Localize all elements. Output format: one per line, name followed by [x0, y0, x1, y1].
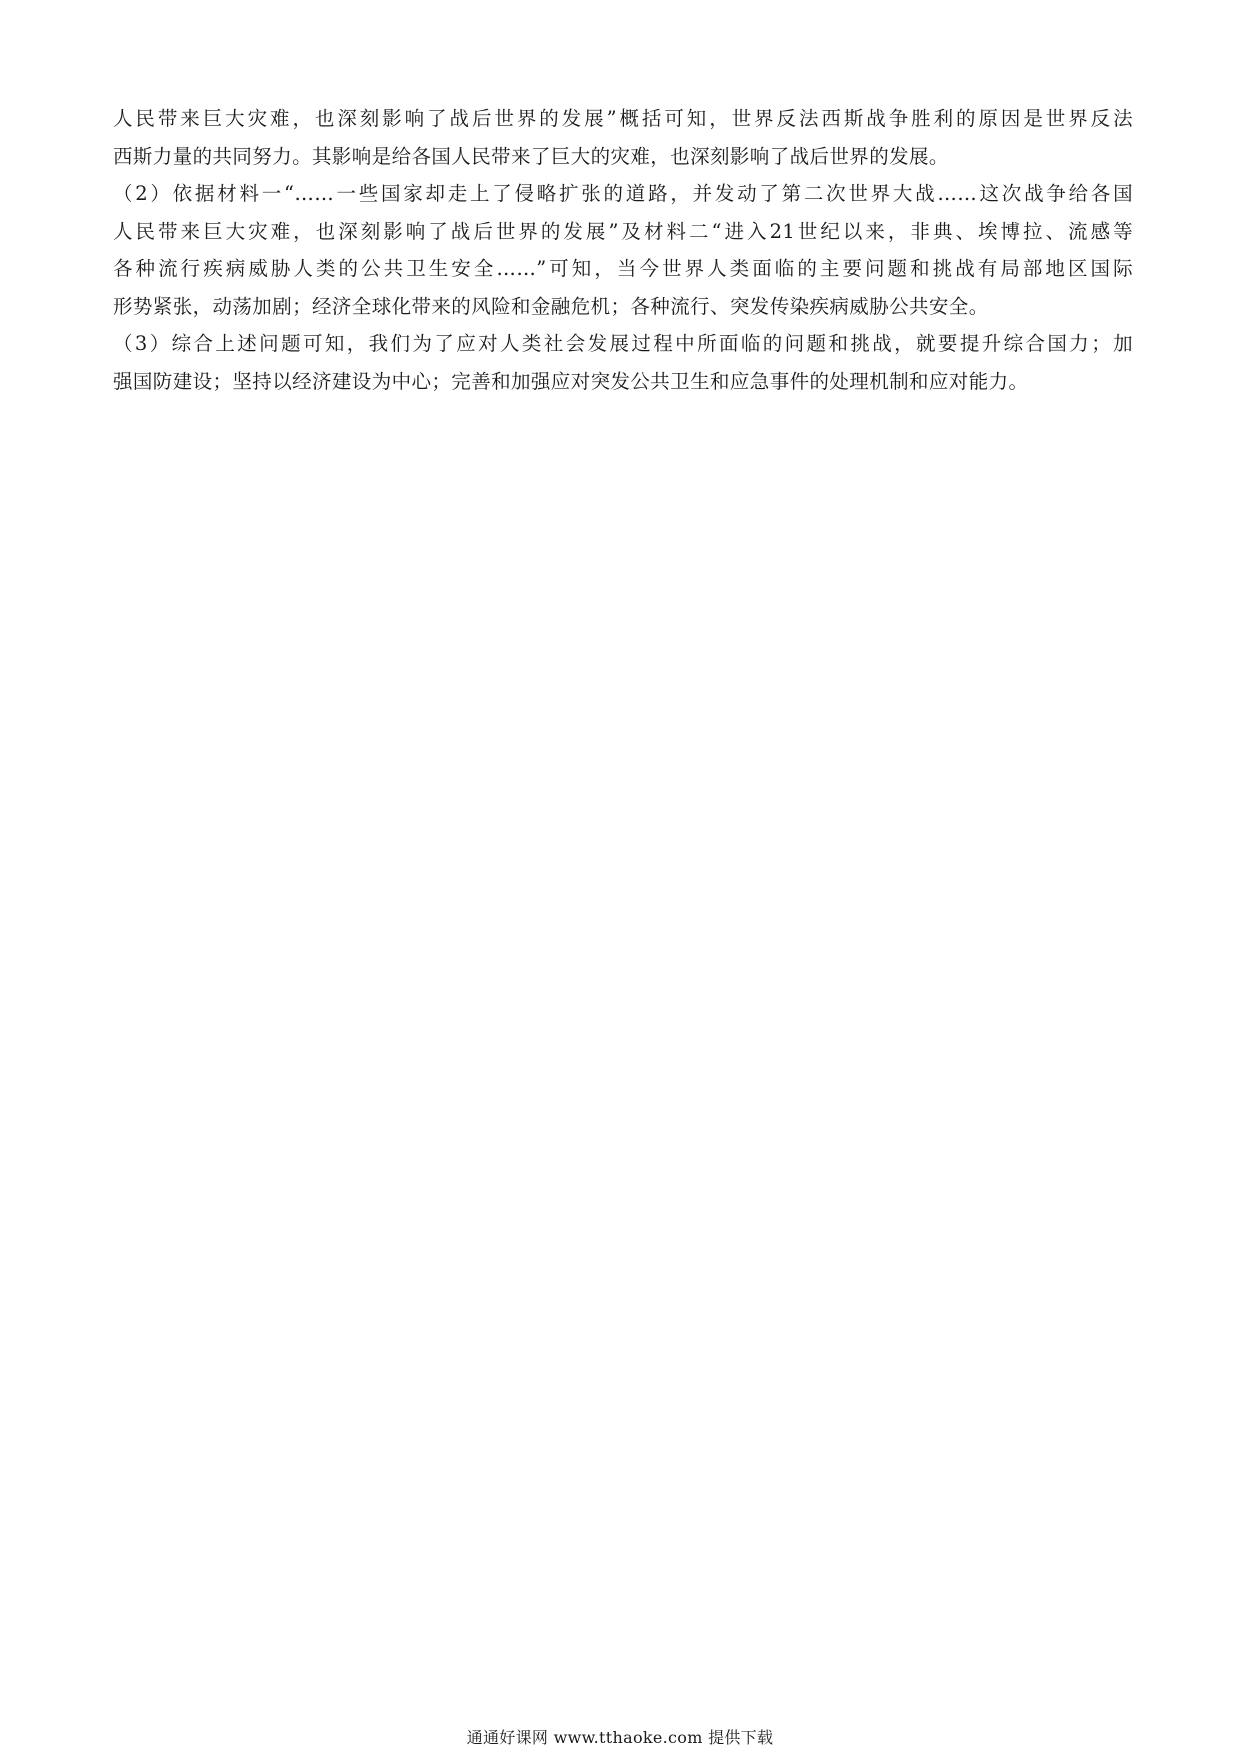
page-footer: 通通好课网 www.tthaoke.com 提供下载: [466, 1728, 774, 1747]
text-line: （2）依据材料一“……一些国家却走上了侵略扩张的道路，并发动了第二次世界大战……这次战争给各国: [113, 182, 1133, 205]
text-line: 各种流行疾病威胁人类的公共卫生安全……”可知，当今世界人类面临的主要问题和挑战有局部地区国际: [113, 257, 1133, 280]
text-line: 形势紧张，动荡加剧；经济全球化带来的风险和金融危机；各种流行、突发传染疾病威胁公共安全。: [113, 294, 989, 318]
text-line: 强国防建设；坚持以经济建设为中心；完善和加强应对突发公共卫生和应急事件的处理机制和应对能力。: [113, 369, 1029, 393]
text-line: 人民带来巨大灾难，也深刻影响了战后世界的发展”及材料二“进入21世纪以来，非典、埃博拉、流感等: [113, 219, 1133, 243]
text-line: 西斯力量的共同努力。其影响是给各国人民带来了巨大的灾难，也深刻影响了战后世界的发展。: [113, 144, 949, 168]
text-line: （3）综合上述问题可知，我们为了应对人类社会发展过程中所面临的问题和挑战，就要提升综合国力；加: [113, 332, 1133, 355]
answer-analysis-text: [113, 100, 1133, 400]
text-line: 人民带来巨大灾难，也深刻影响了战后世界的发展”概括可知，世界反法西斯战争胜利的原因是世界反法: [113, 107, 1133, 130]
